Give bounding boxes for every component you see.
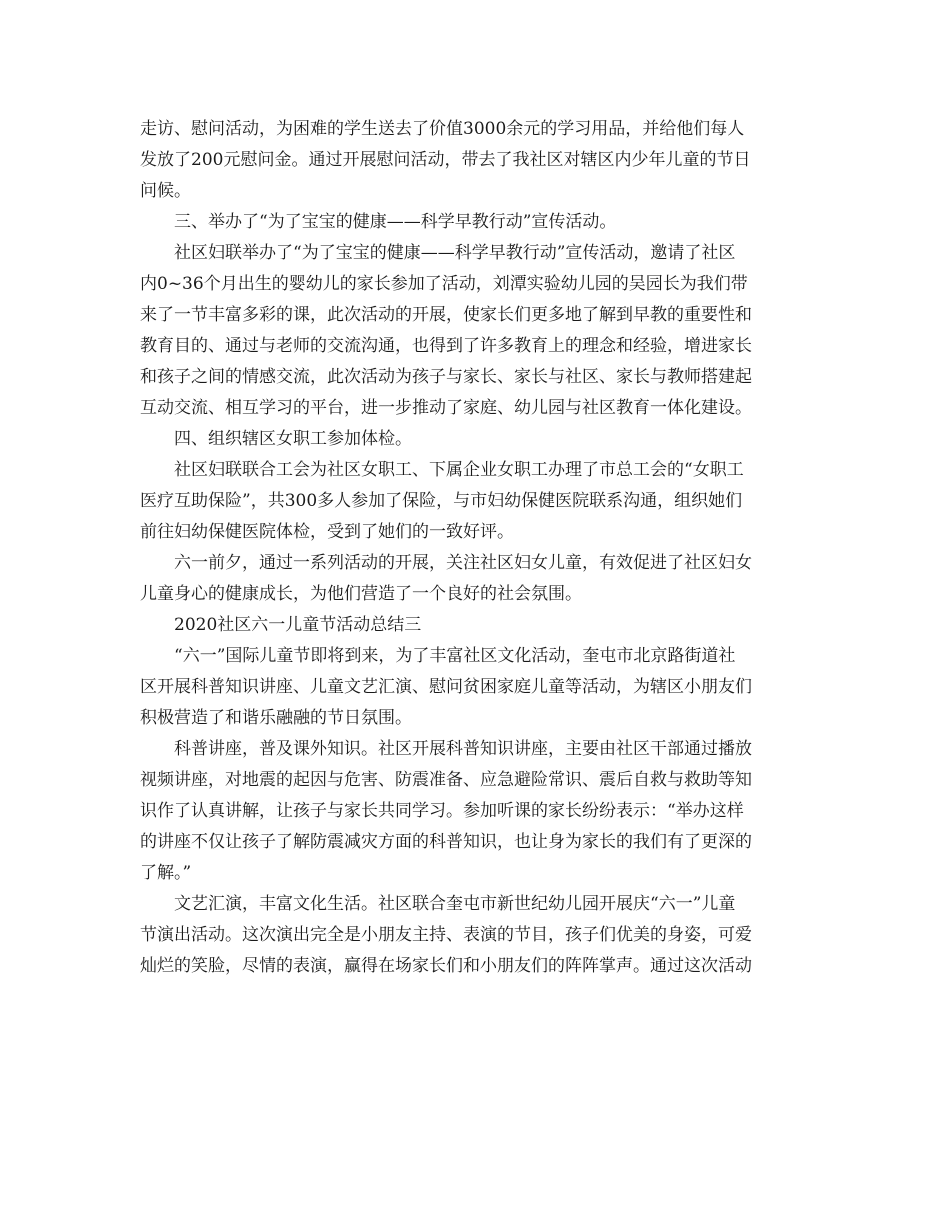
text-line: 教育目的、通过与老师的交流沟通，也得到了许多教育上的理念和经验，增进家长 — [140, 336, 752, 356]
text-line: 问候。 — [140, 181, 191, 201]
text-line: 科普讲座，普及课外知识。社区开展科普知识讲座，主要由社区干部通过播放 — [174, 739, 752, 759]
text-line: 识作了认真讲解，让孩子与家长共同学习。参加听课的家长纷纷表示：“举办这样 — [140, 801, 744, 821]
text-line: 文艺汇演，丰富文化生活。社区联合奎屯市新世纪幼儿园开展庆“六一”儿童 — [174, 894, 736, 914]
text-line: 社区妇联联合工会为社区女职工、下属企业女职工办理了市总工会的“女职工 — [174, 460, 744, 480]
text-line: 儿童身心的健康成长，为他们营造了一个良好的社会氛围。 — [140, 584, 582, 604]
text-line: 四、组织辖区女职工参加体检。 — [174, 429, 412, 449]
text-line: 医疗互助保险”，共300多人参加了保险，与市妇幼保健医院联系沟通，组织她们 — [140, 491, 743, 511]
text-line: 的讲座不仅让孩子了解防震减灾方面的科普知识，也让身为家长的我们有了更深的 — [140, 832, 752, 852]
document-body — [140, 114, 816, 982]
text-line: 视频讲座，对地震的起因与危害、防震准备、应急避险常识、震后自救与救助等知 — [140, 770, 752, 790]
text-line: 社区妇联举办了“为了宝宝的健康——科学早教行动”宣传活动，邀请了社区 — [174, 243, 736, 263]
text-line: 灿烂的笑脸，尽情的表演，赢得在场家长们和小朋友们的阵阵掌声。通过这次活动 — [140, 956, 752, 976]
text-line: 前往妇幼保健医院体检，受到了她们的一致好评。 — [140, 522, 514, 542]
text-line: 来了一节丰富多彩的课，此次活动的开展，使家长们更多地了解到早教的重要性和 — [140, 305, 752, 325]
text-line: 发放了200元慰问金。通过开展慰问活动，带去了我社区对辖区内少年儿童的节日 — [140, 150, 751, 170]
text-line: 区开展科普知识讲座、儿童文艺汇演、慰问贫困家庭儿童等活动，为辖区小朋友们 — [140, 677, 752, 697]
text-line: 节演出活动。这次演出完全是小朋友主持、表演的节目，孩子们优美的身姿，可爱 — [140, 925, 752, 945]
text-line: 互动交流、相互学习的平台，进一步推动了家庭、幼儿园与社区教育一体化建设。 — [140, 398, 752, 418]
text-line: 六一前夕，通过一系列活动的开展，关注社区妇女儿童，有效促进了社区妇女 — [174, 553, 752, 573]
text-line: 内0~36个月出生的婴幼儿的家长参加了活动，刘潭实验幼儿园的吴园长为我们带 — [140, 274, 748, 294]
text-line: 2020社区六一儿童节活动总结三 — [174, 615, 422, 635]
text-line: 三、举办了“为了宝宝的健康——科学早教行动”宣传活动。 — [174, 212, 617, 232]
text-line: 了解。” — [140, 863, 192, 883]
text-line: “六一”国际儿童节即将到来，为了丰富社区文化活动，奎屯市北京路街道社 — [174, 646, 736, 666]
text-line: 积极营造了和谐乐融融的节日氛围。 — [140, 708, 412, 728]
text-line: 和孩子之间的情感交流，此次活动为孩子与家长、家长与社区、家长与教师搭建起 — [140, 367, 752, 387]
text-line: 走访、慰问活动，为困难的学生送去了价值3000余元的学习用品，并给他们每人 — [140, 119, 745, 139]
